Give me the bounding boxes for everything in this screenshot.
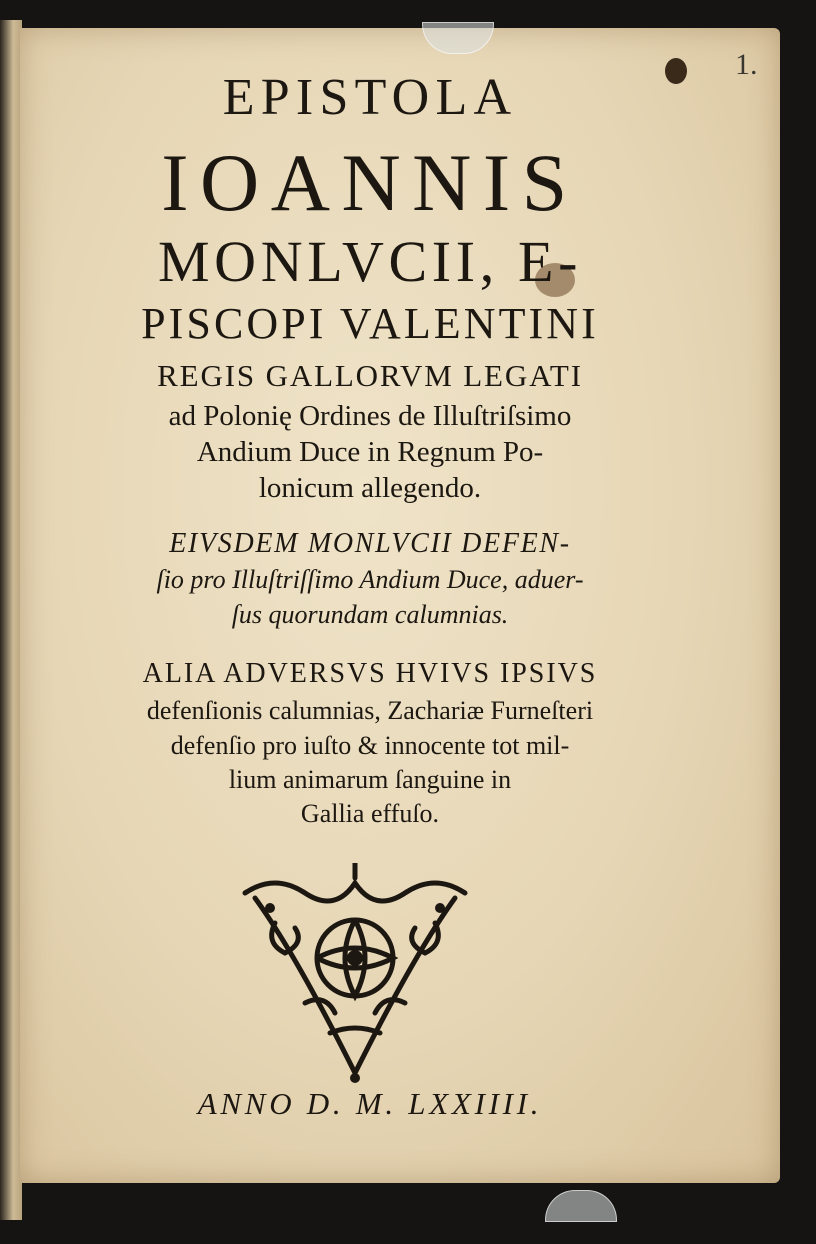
printers-ornament xyxy=(235,863,475,1088)
imprint-date: ANNO D. M. LXXIIII. xyxy=(197,1086,543,1121)
section3-line-4: lium animarum ſanguine in xyxy=(228,765,512,794)
title-page xyxy=(20,28,780,1183)
title-line-8: lonicum allegendo. xyxy=(258,472,482,504)
page-number: 1. xyxy=(735,48,758,81)
page-clip-bottom xyxy=(545,1190,617,1222)
adjacent-page-edge xyxy=(0,20,22,1220)
section2-line-3: ſus quorundam calumnias. xyxy=(231,600,509,629)
title-line-7: Andium Duce in Regnum Po- xyxy=(196,436,544,468)
title-line-5: REGIS GALLORVM LEGATI xyxy=(157,358,583,393)
section3-line-3: defenſio pro iuſto & innocente tot mil- xyxy=(170,731,570,760)
title-line-1: EPISTOLA xyxy=(222,69,518,126)
section3-line-5: Gallia effuſo. xyxy=(300,799,440,828)
section2-line-2: ſio pro Illuſtriſſimo Andium Duce, aduer- xyxy=(156,565,584,594)
title-line-6: ad Polonię Ordines de Illuſtriſsimo xyxy=(168,400,572,432)
title-line-4: PISCOPI VALENTINI xyxy=(141,299,599,348)
section3-line-1: ALIA ADVERSVS HVIVS IPSIVS xyxy=(142,658,598,689)
title-line-3: MONLVCII, E- xyxy=(157,229,583,294)
section3-line-2: defenſionis calumnias, Zachariæ Furneſteri xyxy=(146,696,594,725)
section2-line-1: EIVSDEM MONLVCII DEFEN- xyxy=(169,528,571,559)
title-line-2: IOANNIS xyxy=(161,137,579,228)
